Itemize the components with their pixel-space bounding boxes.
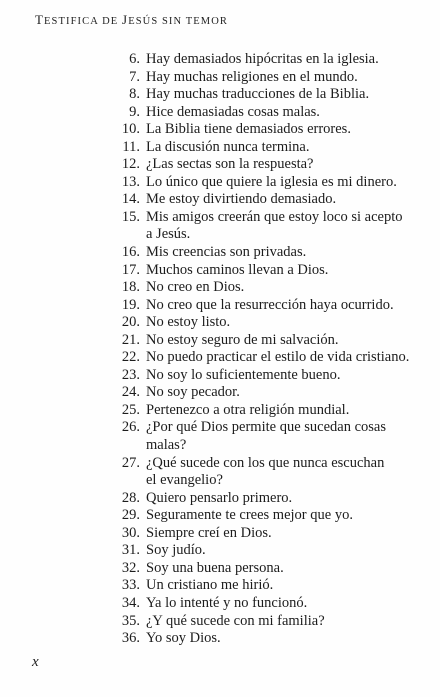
item-text	[146, 174, 397, 192]
list-item	[0, 507, 440, 525]
item-text	[146, 332, 339, 350]
item-text-line: Lo único que quiere la iglesia es mi dinero.	[146, 173, 397, 190]
list-item	[0, 560, 440, 578]
running-head-smallcaps-2: ESÚS SIN TEMOR	[128, 16, 228, 27]
item-number: 30.	[121, 524, 140, 541]
list-item	[0, 209, 440, 244]
list-item	[0, 577, 440, 595]
list-item	[0, 595, 440, 613]
item-text-line: Ya lo intenté y no funcionó.	[146, 594, 308, 611]
list-item	[0, 104, 440, 122]
item-number: 31.	[121, 542, 140, 559]
item-number: 32.	[121, 559, 140, 576]
list-item	[0, 279, 440, 297]
item-text	[146, 297, 394, 315]
item-number: 23.	[121, 366, 140, 383]
list-item	[0, 455, 440, 490]
item-text-line: el evangelio?	[146, 472, 223, 489]
item-number: 17.	[121, 261, 140, 278]
item-text-line: Yo soy Dios.	[146, 630, 221, 647]
item-number: 10.	[121, 121, 140, 138]
item-text-line: No estoy seguro de mi salvación.	[146, 331, 339, 348]
item-text-line: No puedo practicar el estilo de vida cristiano.	[146, 349, 410, 366]
list-item	[0, 51, 440, 69]
list-item	[0, 262, 440, 280]
page-number: x	[32, 654, 39, 670]
item-text	[146, 349, 409, 367]
item-text	[146, 613, 325, 631]
item-text-line: ¿Por qué Dios permite que sucedan cosas	[146, 419, 386, 436]
list-item	[0, 349, 440, 367]
item-text-line: No estoy listo.	[146, 314, 231, 331]
list-item	[0, 630, 440, 648]
item-text	[146, 402, 349, 420]
item-text-line: ¿Y qué sucede con mi familia?	[146, 612, 325, 629]
item-text-line: Hay muchas traducciones de la Biblia.	[146, 86, 370, 103]
item-text-line: Quiero pensarlo primero.	[146, 489, 293, 506]
item-number: 26.	[121, 419, 140, 436]
item-text	[146, 51, 379, 69]
item-text	[146, 139, 309, 157]
list-item	[0, 244, 440, 262]
item-text-line: No soy lo suficientemente bueno.	[146, 366, 341, 383]
list-item	[0, 419, 440, 454]
item-text-line: ¿Las sectas son la respuesta?	[146, 156, 314, 173]
item-text-line: No creo que la resurrección haya ocurrido.	[146, 296, 394, 313]
item-number: 9.	[129, 103, 140, 120]
item-text	[146, 490, 292, 508]
list-item	[0, 613, 440, 631]
list-item	[0, 139, 440, 157]
item-text-line: Pertenezco a otra religión mundial.	[146, 401, 350, 418]
running-head	[35, 12, 228, 28]
item-text	[146, 191, 336, 209]
running-head-initial-1: T	[35, 12, 45, 27]
list-item	[0, 367, 440, 385]
item-text	[146, 630, 221, 648]
list-item	[0, 174, 440, 192]
item-text-line: a Jesús.	[146, 226, 191, 243]
item-text	[146, 577, 273, 595]
item-number: 24.	[121, 384, 140, 401]
list-item	[0, 191, 440, 209]
item-number: 25.	[121, 401, 140, 418]
item-text	[146, 560, 284, 578]
item-number: 14.	[121, 191, 140, 208]
item-number: 21.	[121, 331, 140, 348]
item-text	[146, 384, 240, 402]
item-number: 27.	[121, 454, 140, 471]
item-text	[146, 507, 353, 525]
item-text	[146, 262, 328, 280]
list-item	[0, 297, 440, 315]
item-text	[146, 209, 403, 244]
item-text	[146, 69, 358, 87]
item-text	[146, 367, 341, 385]
item-text-line: Hay demasiados hipócritas en la iglesia.	[146, 51, 379, 67]
list-item	[0, 86, 440, 104]
item-text	[146, 525, 272, 543]
item-text	[146, 121, 351, 139]
item-number: 16.	[121, 244, 140, 261]
item-number: 28.	[121, 489, 140, 506]
item-text-line: Hice demasiadas cosas malas.	[146, 103, 320, 120]
item-text-line: Mis creencias son privadas.	[146, 244, 307, 261]
item-text-line: Soy judío.	[146, 542, 206, 559]
item-text-line: Soy una buena persona.	[146, 559, 284, 576]
item-number: 33.	[121, 577, 140, 594]
item-number: 36.	[121, 630, 140, 647]
item-text-line: No creo en Dios.	[146, 279, 245, 296]
item-text	[146, 156, 314, 174]
item-number: 35.	[121, 612, 140, 629]
item-number: 12.	[121, 156, 140, 173]
item-text	[146, 455, 384, 490]
item-text-line: Hay muchas religiones en el mundo.	[146, 68, 358, 85]
item-text-line: Me estoy divirtiendo demasiado.	[146, 191, 337, 208]
list-item	[0, 402, 440, 420]
item-number: 20.	[121, 314, 140, 331]
running-head-initial-2: J	[122, 12, 129, 27]
item-number: 22.	[121, 349, 140, 366]
list-item	[0, 314, 440, 332]
list-item	[0, 156, 440, 174]
item-number: 7.	[129, 68, 140, 85]
item-number: 19.	[121, 296, 140, 313]
item-number: 6.	[129, 51, 140, 67]
item-text-line: Mis amigos creerán que estoy loco si acepto	[146, 208, 403, 225]
item-number: 8.	[129, 86, 140, 103]
item-number: 15.	[121, 208, 140, 225]
item-text-line: Un cristiano me hirió.	[146, 577, 274, 594]
item-text-line: ¿Qué sucede con los que nunca escuchan	[146, 454, 385, 471]
list-item	[0, 332, 440, 350]
item-text-line: Siempre creí en Dios.	[146, 524, 272, 541]
list-item	[0, 525, 440, 543]
item-text	[146, 419, 386, 454]
item-text	[146, 314, 230, 332]
item-text-line: Muchos caminos llevan a Dios.	[146, 261, 329, 278]
item-text-line: La Biblia tiene demasiados errores.	[146, 121, 351, 138]
list-item	[0, 121, 440, 139]
item-text	[146, 86, 369, 104]
excuse-list	[0, 51, 440, 648]
item-text	[146, 244, 306, 262]
item-text	[146, 542, 206, 560]
item-text	[146, 104, 320, 122]
item-number: 34.	[121, 594, 140, 611]
list-item	[0, 384, 440, 402]
item-number: 13.	[121, 173, 140, 190]
list-item	[0, 69, 440, 87]
item-text-line: Seguramente te crees mejor que yo.	[146, 507, 353, 524]
list-item	[0, 490, 440, 508]
item-number: 11.	[122, 138, 140, 155]
list-item	[0, 542, 440, 560]
running-head-smallcaps-1: ESTIFICA DE	[44, 16, 123, 27]
item-text	[146, 595, 307, 613]
item-text-line: No soy pecador.	[146, 384, 240, 401]
item-number: 18.	[121, 279, 140, 296]
item-number: 29.	[121, 507, 140, 524]
item-text-line: La discusión nunca termina.	[146, 138, 310, 155]
item-text	[146, 279, 244, 297]
item-text-line: malas?	[146, 437, 187, 454]
